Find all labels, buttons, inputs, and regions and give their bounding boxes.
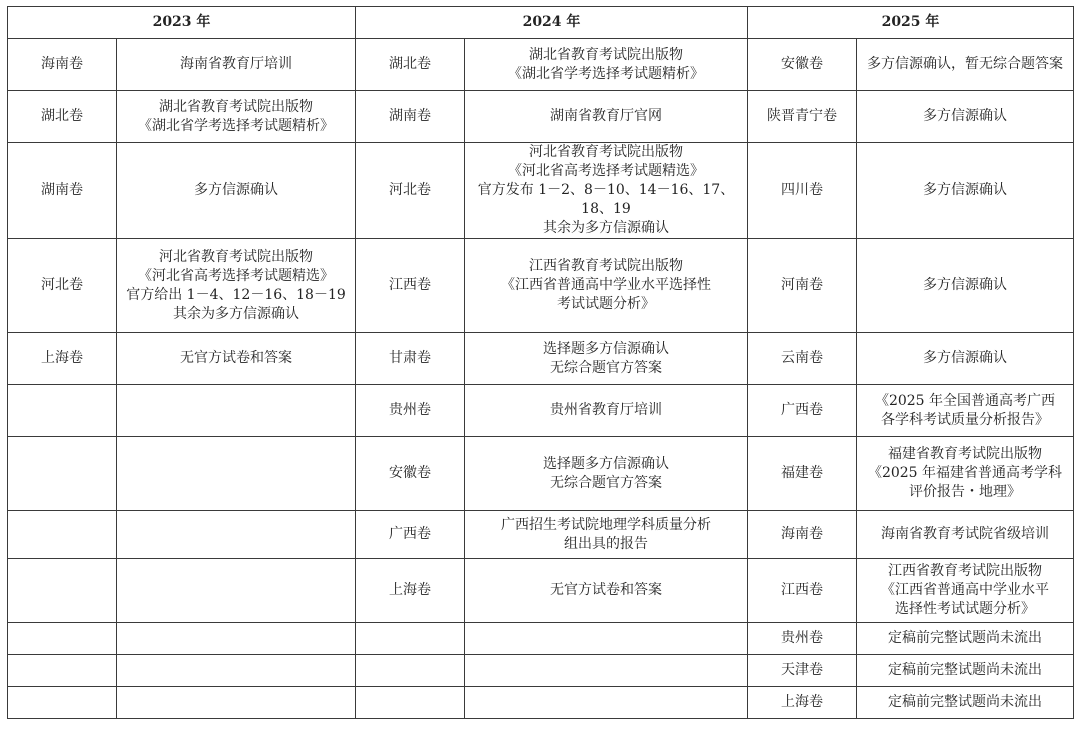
paper-name-2023	[8, 655, 117, 687]
paper-name-2023	[8, 623, 117, 655]
answer-source-2023	[117, 385, 356, 437]
table-row	[8, 239, 1074, 333]
answer-source-2024: 湖南省教育厅官网	[465, 91, 748, 143]
paper-name-2024: 江西卷	[356, 239, 465, 333]
paper-name-2025: 云南卷	[748, 333, 857, 385]
answer-source-2023: 湖北省教育考试院出版物 《湖北省学考选择考试题精析》	[117, 91, 356, 143]
answer-source-2025: 《2025 年全国普通高考广西 各学科考试质量分析报告》	[857, 385, 1074, 437]
table-row	[8, 687, 1074, 719]
table-row	[8, 511, 1074, 559]
answer-source-2025: 海南省教育考试院省级培训	[857, 511, 1074, 559]
paper-name-2024: 贵州卷	[356, 385, 465, 437]
answer-source-2023	[117, 511, 356, 559]
answer-source-2025: 多方信源确认，暂无综合题答案	[857, 39, 1074, 91]
table-row	[8, 39, 1074, 91]
paper-name-2023: 上海卷	[8, 333, 117, 385]
table-body	[8, 39, 1074, 719]
answer-source-2024	[465, 655, 748, 687]
answer-source-2024	[465, 623, 748, 655]
answer-source-2024: 选择题多方信源确认 无综合题官方答案	[465, 437, 748, 511]
year-2023-header: 2023 年	[8, 7, 356, 39]
answer-source-2025: 福建省教育考试院出版物 《2025 年福建省普通高考学科 评价报告・地理》	[857, 437, 1074, 511]
answer-source-2024: 江西省教育考试院出版物 《江西省普通高中学业水平选择性 考试试题分析》	[465, 239, 748, 333]
answer-source-2025: 多方信源确认	[857, 333, 1074, 385]
paper-name-2025: 天津卷	[748, 655, 857, 687]
year-2025-header: 2025 年	[748, 7, 1074, 39]
paper-name-2025: 江西卷	[748, 559, 857, 623]
answer-source-2024	[465, 687, 748, 719]
answer-source-2023	[117, 559, 356, 623]
paper-name-2025: 河南卷	[748, 239, 857, 333]
paper-name-2024: 湖南卷	[356, 91, 465, 143]
answer-source-2023	[117, 437, 356, 511]
answer-source-2025: 定稿前完整试题尚未流出	[857, 687, 1074, 719]
paper-name-2023	[8, 437, 117, 511]
answer-source-2025: 多方信源确认	[857, 239, 1074, 333]
paper-name-2024: 广西卷	[356, 511, 465, 559]
answer-source-2025: 定稿前完整试题尚未流出	[857, 655, 1074, 687]
answer-source-2025: 江西省教育考试院出版物 《江西省普通高中学业水平 选择性考试试题分析》	[857, 559, 1074, 623]
paper-name-2025: 贵州卷	[748, 623, 857, 655]
table-row	[8, 333, 1074, 385]
answer-source-2023	[117, 623, 356, 655]
paper-name-2023	[8, 687, 117, 719]
answer-source-2023	[117, 687, 356, 719]
answer-source-2025: 定稿前完整试题尚未流出	[857, 623, 1074, 655]
paper-name-2025: 安徽卷	[748, 39, 857, 91]
paper-name-2024: 甘肃卷	[356, 333, 465, 385]
year-2024-header: 2024 年	[356, 7, 748, 39]
table-row	[8, 655, 1074, 687]
table-row	[8, 437, 1074, 511]
table-row	[8, 143, 1074, 239]
paper-name-2023: 河北卷	[8, 239, 117, 333]
answer-source-2024: 湖北省教育考试院出版物 《湖北省学考选择考试题精析》	[465, 39, 748, 91]
answer-source-2024: 无官方试卷和答案	[465, 559, 748, 623]
table-row	[8, 559, 1074, 623]
paper-name-2023: 海南卷	[8, 39, 117, 91]
answer-source-2025: 多方信源确认	[857, 143, 1074, 239]
paper-name-2025: 四川卷	[748, 143, 857, 239]
answer-source-2024: 河北省教育考试院出版物 《河北省高考选择考试题精选》 官方发布 1－2、8－10、14－16、17、18、19 其余为多方信源确认	[465, 143, 748, 239]
paper-name-2024: 安徽卷	[356, 437, 465, 511]
answer-source-2024: 贵州省教育厅培训	[465, 385, 748, 437]
answer-source-2023: 河北省教育考试院出版物 《河北省高考选择考试题精选》 官方给出 1－4、12－16、18－19 其余为多方信源确认	[117, 239, 356, 333]
table-row	[8, 623, 1074, 655]
paper-name-2025: 上海卷	[748, 687, 857, 719]
paper-name-2023: 湖北卷	[8, 91, 117, 143]
answer-source-2023: 多方信源确认	[117, 143, 356, 239]
paper-name-2025: 陕晋青宁卷	[748, 91, 857, 143]
answer-source-2024: 选择题多方信源确认 无综合题官方答案	[465, 333, 748, 385]
paper-name-2025: 海南卷	[748, 511, 857, 559]
paper-name-2023	[8, 511, 117, 559]
table-row	[8, 91, 1074, 143]
paper-name-2023: 湖南卷	[8, 143, 117, 239]
answer-source-2023	[117, 655, 356, 687]
paper-name-2024	[356, 655, 465, 687]
answer-source-2025: 多方信源确认	[857, 91, 1074, 143]
paper-name-2025: 广西卷	[748, 385, 857, 437]
paper-name-2024: 上海卷	[356, 559, 465, 623]
paper-name-2023	[8, 385, 117, 437]
answer-source-2023: 海南省教育厅培训	[117, 39, 356, 91]
paper-name-2023	[8, 559, 117, 623]
exam-source-table	[7, 6, 1074, 719]
paper-name-2024	[356, 623, 465, 655]
paper-name-2024: 湖北卷	[356, 39, 465, 91]
header-row	[8, 7, 1074, 39]
answer-source-2023: 无官方试卷和答案	[117, 333, 356, 385]
paper-name-2024: 河北卷	[356, 143, 465, 239]
paper-name-2025: 福建卷	[748, 437, 857, 511]
table-row	[8, 385, 1074, 437]
paper-name-2024	[356, 687, 465, 719]
answer-source-2024: 广西招生考试院地理学科质量分析 组出具的报告	[465, 511, 748, 559]
